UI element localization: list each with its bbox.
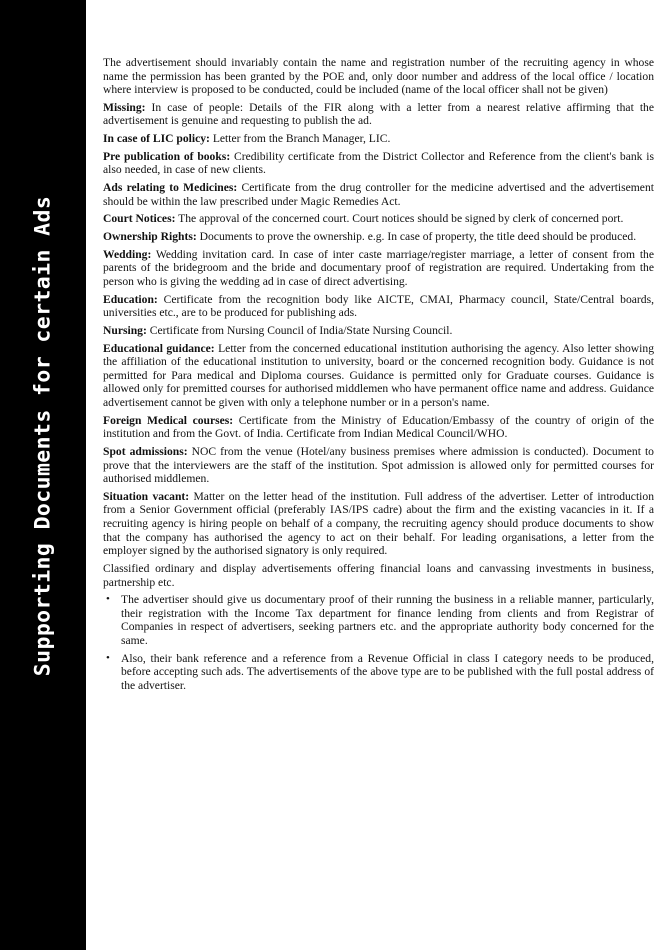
sidebar-title: Supporting Documents for certain Ads [30,195,56,677]
section-lic-policy [103,132,654,146]
section-text: Letter from the Branch Manager, LIC. [209,132,391,146]
list-item-text: The advertiser should give us documentary proof of their running the business in a reliable manner, particularly, their registration with the Income Tax department for finance lending from clients and from Registrar of Companies in respect of advertisers, seeking partners etc. and the appropriate authority body concerned for the same. [121,593,654,647]
section-heading: Ownership Rights: [103,230,197,244]
section-text: Certificate from the Ministry of Education/Embassy of the country of origin of the institution and from the Govt. of India. Certificate from Indian Medical Council/WHO. [103,413,654,441]
list-item [103,652,654,693]
section-text: Letter from the concerned educational institution authorising the agency. Also letter showing the affiliation of the educational institution to university, board or the concerned recognition body. Guidance is not permitted for Para medical and Diploma courses. Guidance is permitted only for Graduate courses. Guidance is allowed only for premitted courses for authorised middlemen who have permanent office name and address. Guidance advertisement cannot be given with only a telephone number or in a person's name. [103,341,654,409]
section-nursing [103,324,654,338]
section-heading: Wedding: [103,247,152,261]
section-text: NOC from the venue (Hotel/any business premises where admission is conducted). Document to prove that the interviewers are the staff of the institution. Spot admission is allowed only for permitted courses for authorised middlemen. [103,444,654,486]
section-pre-publication [103,150,654,177]
section-text: In case of people: Details of the FIR along with a letter from a nearest relative affirming that the advertisement is genuine and requesting to publish the ad. [103,100,654,128]
section-court-notices [103,212,654,226]
section-text: Certificate from the recognition body like AICTE, CMAI, Pharmacy council, State/Central boards, universities etc., are to be produced for publishing ads. [103,292,654,320]
section-text: Certificate from Nursing Council of India/State Nursing Council. [146,323,453,337]
bullet-list [103,593,654,692]
list-item-text: Also, their bank reference and a reference from a Revenue Official in class I category needs to be produced, before accepting such ads. The advertisements of the above type are to be published with the full postal address of the advertiser. [121,651,654,692]
section-text: Certificate from the drug controller for the medicine advertised and the advertisement should be within the law prescribed under Magic Remedies Act. [103,181,654,208]
document-body [103,56,654,696]
section-ownership-rights [103,230,654,244]
section-foreign-medical [103,414,654,441]
section-text: Wedding invitation card. In case of inter caste marriage/register marriage, a letter of consent from the parents of the bridegroom and the bride and documentary proof of registration are required. Undertaking from the person who is giving the wedding ad in case of direct advertising. [103,247,654,288]
section-text: The approval of the concerned court. Court notices should be signed by clerk of concerned port. [175,212,624,226]
section-heading: Educational guidance: [103,341,215,355]
section-heading: Nursing: [103,323,147,337]
section-text: Credibility certificate from the District Collector and Reference from the client's bank is also needed, in case of new clients. [103,149,654,177]
section-heading: In case of LIC policy: [103,132,210,146]
section-educational-guidance [103,342,654,410]
section-heading: Pre publication of books: [103,149,231,163]
section-situation-vacant [103,490,654,558]
sidebar [0,0,86,950]
section-text: Matter on the letter head of the institution. Full address of the advertiser. Letter of introduction from a Senior Government official (preferably IAS/IPS cadre) about the firm and the existing vacancies in it. If a recruiting agency is hiring people on behalf of a company, the recruiting agency should produce documents to show that the company has authorised the agency to act on their behalf. For leading organisations, a letter from the employer signed by the authorised signatory is only required. [103,489,654,558]
section-spot-admissions [103,445,654,486]
section-heading: Spot admissions: [103,444,188,458]
section-heading: Ads relating to Medicines: [103,181,238,195]
section-missing [103,101,654,128]
section-heading: Situation vacant: [103,489,190,503]
bullet-marker: • [106,651,110,664]
list-item [103,593,654,647]
section-heading: Education: [103,292,158,306]
section-heading: Foreign Medical courses: [103,413,234,427]
section-heading: Court Notices: [103,212,176,226]
section-wedding [103,248,654,289]
section-heading: Missing: [103,100,146,114]
classified-paragraph: Classified ordinary and display advertisements offering financial loans and canvassing investments in business, partnership etc. [103,561,654,589]
bullet-marker: • [106,593,110,606]
section-medicines [103,181,654,208]
section-text: Documents to prove the ownership. e.g. In case of property, the title deed should be produced. [196,230,637,244]
intro-paragraph: The advertisement should invariably contain the name and registration number of the recruiting agency in whose name the permission has been granted by the POE and, only door number and address of the local office / location where interview is proposed to be conducted, could be included (name of the local officer shall not be given) [103,56,654,97]
section-education [103,293,654,320]
